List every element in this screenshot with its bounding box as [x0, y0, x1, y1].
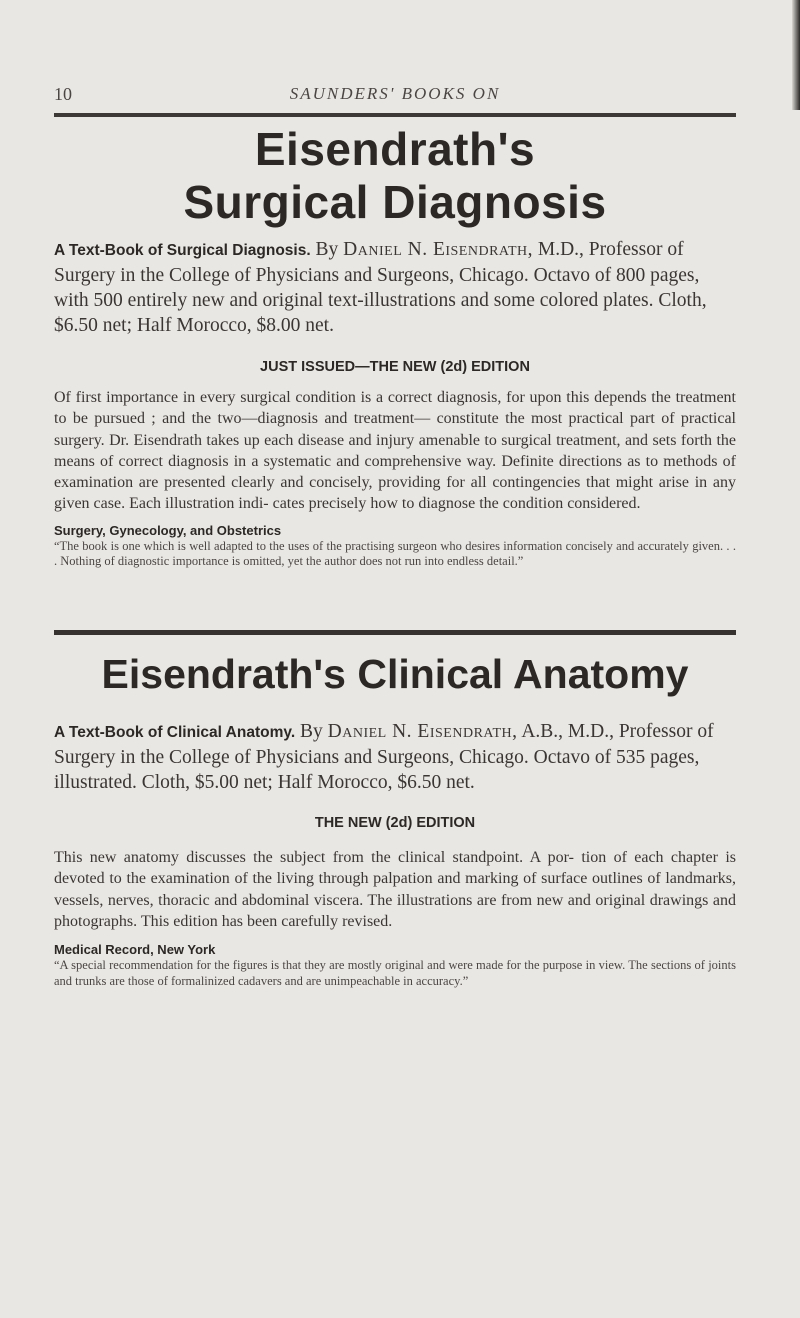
edition-notice: THE NEW (2d) EDITION — [314, 815, 476, 831]
book-publication-details — [54, 719, 736, 795]
edition-notice: JUST ISSUED—THE NEW (2d) EDITION — [260, 359, 530, 375]
page-edge-shadow — [792, 0, 800, 110]
book-lead-label: A Text-Book of Surgical Diagnosis. — [54, 242, 311, 259]
book-title: Eisendrath's Clinical Anatomy — [101, 651, 689, 697]
book-lead-label: A Text-Book of Clinical Anatomy. — [54, 724, 296, 741]
book-lead-by: By — [315, 239, 339, 260]
review-quote: “A special recommendation for the figures is that they are mostly original and were made for the purpose in view. The sections of joints and trunks are those of formalinized cadavers and are unimpeachable in accuracy.” — [54, 958, 736, 988]
book-entry-surgical-diagnosis — [54, 123, 736, 570]
book-title-line1: Eisendrath's — [254, 123, 536, 175]
review-quote: “The book is one which is well adapted to the uses of the practising surgeon who desires information concisely and accurately given. . . . Nothing of diagnostic importance is omitted, yet the author does not run into endless detail.” — [54, 538, 736, 569]
book-publication-details — [54, 237, 736, 338]
running-title: SAUNDERS' BOOKS ON — [289, 84, 501, 103]
page-number: 10 — [54, 84, 72, 104]
book-lead-by: By — [300, 721, 323, 742]
book-lead-rest: A.B., M.D., Professor of Surgery in the College of Physicians and Surgeons, Chicago. Octavo of 535 pages, illustrated. Cloth, $5.00 net; Half Morocco, $6.50 net. — [54, 721, 714, 793]
book-entry-clinical-anatomy — [54, 651, 736, 989]
review-source: Surgery, Gynecology, and Obstetrics — [54, 522, 282, 538]
section-divider-rule — [54, 630, 736, 635]
header-rule — [54, 113, 736, 117]
book-author: Daniel N. Eisendrath, — [327, 721, 518, 742]
book-title-line2: Surgical Diagnosis — [183, 176, 607, 228]
book-author: Daniel N. Eisendrath, — [343, 239, 534, 260]
book-description: This new anatomy discusses the subject from the clinical standpoint. A por- tion of each chapter is devoted to the examination of the living through palpation and marking of surface outlines of landmarks, vessels, nerves, thoracic and abdominal viscera. The illustrations are from new and original drawings and photographs. This edition has been carefully revised. — [54, 849, 736, 930]
review-source: Medical Record, New York — [54, 942, 216, 958]
running-head — [54, 84, 736, 108]
book-lead-rest: M.D., Professor of Surgery in the College of Physicians and Surgeons, Chicago. Octavo of 800 pages, with 500 entirely new and original text-illustrations and some colored plates. Cloth, $6.50 net; Half Morocco, $8.00 net. — [54, 239, 707, 336]
book-description: Of first importance in every surgical condition is a correct diagnosis, for upon this depends the treatment to be pursued ; and the two—diagnosis and treatment— constitute the most practical part of practical surgery. Dr. Eisendrath takes up each disease and injury amenable to surgical treatment, and sets forth the means of correct diagnosis in a systematic and comprehensive way. Definite directions as to methods of examination are presented clearly and concisely, providing for all contingencies that might arise in any given case. Each illustration indi- cates precisely how to diagnose the condition considered. — [54, 389, 736, 513]
